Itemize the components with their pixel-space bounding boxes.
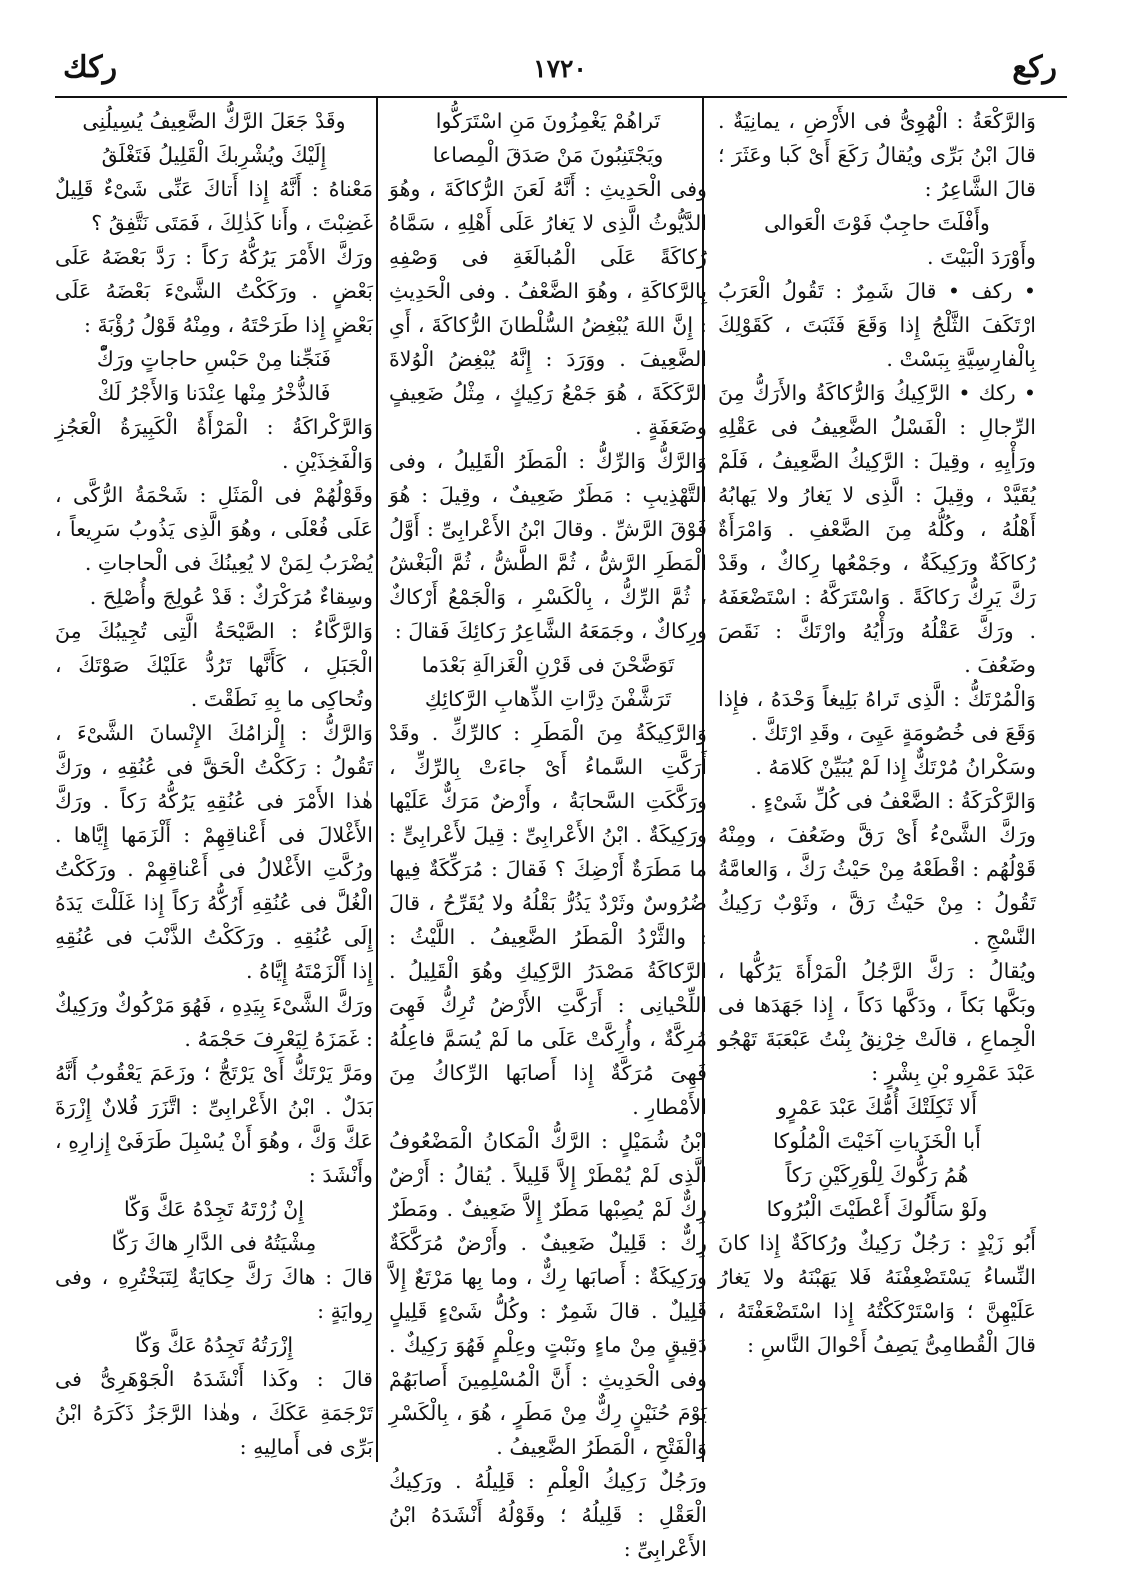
entry-paragraph: وَالرَّكُّ : إِلْزامُكَ الإِنْسانَ الشَّىْءَ ، تَقُولُ : رَكَكْتُ الْحَقَّ فى عُنُقِهِ ، ورَكَّ هٰذا الأَمْرَ فى عُنُقِهِ يَرُكُّهُ رَكاً . ورَكَّ الأَغْلالَ فى أَعْناقِهِمْ : أَلْزَمَها إِيَّاها . ورُكَّتِ الأَغْلالُ فى أَعْناقِهِمْ . ورَكَكْتُ الْغُلَّ فى عُنُقِهِ أَرُكُّهُ رَكاً إِذا غَلَلْتَ يَدَهُ إِلَى عُنُقِهِ . ورَكَكْتُ الذَّنْبَ فى عُنُقِهِ إِذا أَلْزَمْتَهُ إِيَّاهُ .: [55, 721, 373, 983]
header-rule: [55, 96, 1067, 98]
column-divider-left: [376, 97, 378, 1462]
entry-paragraph: مَعْناهُ : أَنَّهُ إِذا أَتاكَ عَنِّى شَىْءٌ قَلِيلٌ غَضِبْتَ ، وأَنا كَذٰلِكَ ، فَمَتَى نَتَّفِقُ ؟: [55, 177, 373, 235]
entry-paragraph: • ركف • قالَ شَمِرٌ : تَقُولُ الْعَرَبُ ارْتَكَفَ الثَّلْجُ إِذا وَقَعَ فَثَبَتَ ، كَقَوْلِكَ بِالْفارِسِيَّةِ بِبَسْتْ .: [718, 279, 1036, 371]
verse-line: وقَدْ جَعَلَ الرَّكُّ الضَّعِيفُ يُسِيلُنِى: [82, 109, 346, 133]
entry-paragraph: وسَكْرانُ مُرْتَكٌّ إِذا لَمْ يُبَيِّنْ كَلامَهُ .: [755, 755, 1036, 779]
entry-paragraph: وفى الْحَدِيثِ : أَنَّهُ لَعَنَ الرُّكاكَةَ ، وهُوَ الدَّيُّوثُ الَّذِى لا يَغارُ عَلَى أَهْلِهِ ، سَمَّاهُ رُكاكَةً عَلَى الْمُبالَغَةِ فى وَصْفِهِ بِالرَّكاكَةِ ، وهُوَ الضَّعْفُ . وفى الْحَدِيثِ : إِنَّ اللهَ يُبْغِضُ السُّلْطانَ الرُّكاكَةَ ، أَىِ الضَّعِيفَ . ووَرَدَ : إِنَّهُ يُبْغِضُ الْوُلاةَ الرَّكَكَةَ ، هُوَ جَمْعُ رَكِيكٍ ، مِثْلُ ضَعِيفٍ وضَعَفَةٍ .: [389, 177, 707, 439]
entry-paragraph: وَالْمُرْتَكُّ : الَّذِى تَراهُ بَلِيغاً وَحْدَهُ ، فإِذا وَقَعَ فى خُصُومَةٍ عَيِىَ ، وقَدِ ارْتَكَّ .: [718, 687, 1036, 745]
column-left: [55, 104, 373, 1464]
entry-paragraph: قالَ : هاكَ رَكَّ حِكايَةٌ لِتَبَخْتُرِهِ ، وفى رِوايَةٍ :: [55, 1265, 373, 1323]
entry-paragraph: ويُقالُ : رَكَّ الرَّجُلُ الْمَرْأَةَ يَرُكُّها ، وبَكَّها بَكاً ، ودَكَّها دَكاً ، إِذا جَهَدَها فى الْجِماعِ ، قالَتْ خِرْنِقُ بِنْتُ عَبْعَبَةَ تَهْجُو عَبْدَ عَمْرِو بْنِ بِشْرٍ :: [718, 959, 1036, 1085]
entry-paragraph: ومَرَّ يَرْتَكُّ أَىْ يَرْتَجُّ ؛ وزَعَمَ يَعْقُوبُ أَنَّهُ بَدَلٌ . ابْنُ الأَعْرابِىِّ : اتَّزَرَ فُلانٌ إِزْرَةَ عَكَّ وَكَّ ، وهُوَ أَنْ يُسْبِلَ طَرَفَىْ إِزارِهِ ، وأَنْشَدَ :: [55, 1061, 373, 1187]
verse-line: هُمُ رَكُّوكَ لِلْوَرِكَيْنِ رَكاً: [785, 1163, 969, 1187]
entry-paragraph: ورَكَّ الشَّىْءَ بِيَدِهِ ، فَهُوَ مَرْكُوكٌ ورَكِيكٌ : غَمَزَهُ لِيَعْرِفَ حَجْمَهُ .: [55, 993, 373, 1051]
entry-paragraph: أَبُو زَيْدٍ : رَجُلٌ رَكِيكٌ ورُكاكَةٌ إِذا كانَ النِّساءُ يَسْتَضْعِفْنَهُ فَلا يَهَبْنَهُ ولا يَغارُ عَلَيْهِنَّ ؛ وَاسْتَرْكَكْتُهُ إِذا اسْتَضْعَفْتَهُ ، قالَ الْقُطامِىُّ يَصِفُ أَحْوالَ النَّاسِ :: [718, 1231, 1036, 1357]
verse-line: وأَفْلَتَ حاجِبٌ فَوْتَ الْعَوالى: [764, 211, 990, 235]
verse-line: فَنَجِّنا مِنْ حَبْسِ حاجاتٍ ورَكّْ: [96, 347, 332, 371]
left-running-head: ركك: [63, 50, 118, 85]
page-header: [55, 50, 1065, 96]
verse-line: ولَوْ سَأَلُوكَ أَعْطَيْتَ الْبُرُوكا: [766, 1197, 988, 1221]
verse-line: تَرَشَّفْنَ دِرَّاتِ الذِّهابِ الرَّكائِكِ: [424, 687, 672, 711]
entry-paragraph: وسِقاءٌ مُرَكْرَكٌ : قَدْ عُولِجَ وأُصْلِحَ .: [89, 585, 373, 609]
entry-paragraph: قالَ : وكَذا أَنْشَدَهُ الْجَوْهَرِىُّ فى تَرْجَمَةِ عَكَكَ ، وهٰذا الرَّجَزُ ذَكَرَهُ ابْنُ بَرِّى فى أَمالِيهِ :: [55, 1367, 373, 1459]
entry-paragraph: وأَوْرَدَ الْبَيْتَ .: [926, 245, 1036, 269]
verse-line: فَالذُّخْرُ مِنْها عِنْدَنا وَالأَجْرُ لَكْ: [97, 381, 331, 405]
verse-line: أَبا الْخَزَياتِ آخَيْتَ الْمُلُوكا: [773, 1129, 981, 1153]
entry-paragraph: ابْنُ شُمَيْلٍ : الرَّكُّ الْمَكانُ الْمَضْعُوفُ الَّذِى لَمْ يُمْطَرْ إِلاَّ قَلِيلاً . يُقالُ : أَرْضٌ رِكٌّ لَمْ يُصِبْها مَطَرٌ إِلاَّ ضَعِيفٌ . ومَطَرٌ رِكٌّ : قَلِيلٌ ضَعِيفٌ . وأَرْضٌ مُرَكَّكَةٌ ورَكِيكَةٌ : أَصابَها رِكٌّ ، وما بِها مَرْتَعٌ إِلاَّ قَلِيلٌ . قالَ شَمِرٌ : وكُلُّ شَىْءٍ قَلِيلٍ دَقِيقٍ مِنْ ماءٍ ونَبْتٍ وعِلْمٍ فَهُوَ رَكِيكٌ . وفى الْحَدِيثِ : أَنَّ الْمُسْلِمِينَ أَصابَهُمْ يَوْمَ حُنَيْنٍ رِكٌّ مِنْ مَطَرٍ ، هُوَ ، بِالْكَسْرِ وَالْفَتْحِ ، الْمَطَرُ الضَّعِيفُ .: [389, 1129, 707, 1459]
verse-line: إِلَيْكَ ويُشْرِبكَ الْقَلِيلُ فَتَغْلَقُ: [101, 143, 327, 167]
column-middle: [389, 104, 707, 1561]
entry-paragraph: وقَوْلُهُمْ فى الْمَثَلِ : شَحْمَةُ الرُّكَّى ، عَلَى فُعْلَى ، وهُوَ الَّذِى يَذُوبُ سَرِيعاً ، يُضْرَبُ لِمَنْ لا يُعِينُكَ فى الْحاجاتِ .: [55, 483, 373, 575]
entry-paragraph: • ركك • الرَّكِيكُ وَالرُّكاكَةُ والأَرَكُّ مِنَ الرِّجالِ : الْفَسْلُ الضَّعِيفُ فى عَقْلِهِ ورَأْيِهِ ، وقِيلَ : الرَّكِيكُ الضَّعِيفُ ، فَلَمْ يُقَيَّدْ ، وقِيلَ : الَّذِى لا يَغارُ ولا يَهابُهُ أَهْلُهُ ، وكُلُّهُ مِنَ الضَّعْفِ . وَامْرَأَةٌ رُكاكَةٌ ورَكِيكَةٌ ، وجَمْعُها رِكاكٌ ، وقَدْ رَكَّ يَرِكُّ رَكاكَةً . وَاسْتَرَكَّهُ : اسْتَضْعَفَهُ . ورَكَّ عَقْلُهُ ورَأْيُهُ وارْتَكَّ : نَقَصَ وضَعُفَ .: [718, 381, 1036, 677]
entry-paragraph: ورَكَّ الشَّىْءُ أَىْ رَقَّ وضَعُفَ ، ومِنْهُ قَوْلُهُم : اقْطَعْهُ مِنْ حَيْثُ رَكَّ ، وَالعامَّةُ تَقُولُ : مِنْ حَيْثُ رَقَّ ، وثَوْبٌ رَكِيكُ النَّسْجِ .: [718, 823, 1036, 949]
verse-line: مِشْيَتُهُ فى الدَّارِ هاكَ رَكّا: [111, 1231, 317, 1255]
entry-paragraph: وَالرَّكْرَكَةُ : الضَّعْفُ فى كُلِّ شَىْءٍ .: [750, 789, 1036, 813]
page-number: ١٧٢٠: [533, 54, 587, 83]
entry-paragraph: ورَجُلٌ رَكِيكُ الْعِلْمِ : قَلِيلُهُ . ورَكِيكُ الْعَقْلِ : قَلِيلُهُ ؛ وقَوْلُهُ أَنْشَدَهُ ابْنُ الأَعْرابِىِّ :: [389, 1469, 707, 1561]
verse-line: إِزْرَتُهُ تَجِدُهُ عَكَّ وَكّا: [134, 1333, 294, 1357]
verse-line: تَراهُمْ يَغْمِزُونَ مَنِ اسْتَرَكُّوا: [435, 109, 661, 133]
verse-line: أَلا ثَكِلَتْكَ أُمُّكَ عَبْدَ عَمْرٍو: [776, 1095, 978, 1119]
verse-line: تَوَضَّحْنَ فى قَرْنِ الْغَزالَةِ بَعْدَما: [421, 653, 675, 677]
verse-line: إِنْ زُرْتَهُ تَجِدْهُ عَكَّ وَكّا: [124, 1197, 304, 1221]
entry-paragraph: وَالرَّكُّ وَالرِّكُّ : الْمَطَرُ الْقَلِيلُ ، وفى التَّهْذِيبِ : مَطَرٌ ضَعِيفٌ ، وقِيلَ : هُوَ فَوْقَ الرَّشِّ . وقالَ ابْنُ الأَعْرابِىِّ : أَوَّلُ الْمَطَرِ الرَّشُّ ، ثُمَّ الطَّشُّ ، ثُمَّ الْبَغْشُ ، ثُمَّ الرِّكُّ ، بِالْكَسْرِ ، وَالْجَمْعُ أَرْكاكٌ ورِكاكٌ ، وجَمَعَهُ الشَّاعِرُ رَكائِكَ فَقالَ :: [389, 449, 707, 643]
entry-paragraph: وَالرَّكِيكَةُ مِنَ الْمَطَرِ : كالرِّكِّ . وقَدْ أَرَكَّتِ السَّماءُ أَىْ جاءَتْ بِالرِّكِّ ، ورَكَّكَتِ السَّحابَةُ ، وأَرْضٌ مَرَكٌّ عَلَيْها ورَكِيكَةٌ . ابْنُ الأَعْرابِىِّ : قِيلَ لأَعْرابِىٍّ : ما مَطَرَةٌ أَرْضِكَ ؟ فَقالَ : مُرَكِّكَةٌ فِيها ضُرُوسٌ وثَرْدٌ يَذُرُّ بَقْلُهُ ولا يُقَرِّحُ ، قالَ : والثَّرْدُ الْمَطَرُ الضَّعِيفُ . اللَّيْثُ : الرَّكاكَةُ مَصْدَرُ الرَّكِيكِ وهُوَ الْقَلِيلُ . اللِّحْيانِى : أَرَكَّتِ الأَرْضُ تُرِكُّ فَهِىَ مُرِكَّةٌ ، وأُرِكَّتْ عَلَى ما لَمْ يُسَمَّ فاعِلُهُ فَهِىَ مُرَكَّةٌ إِذا أَصابَها الرِّكاكُ مِنَ الأَمْطارِ .: [389, 721, 707, 1119]
entry-paragraph: ورَكَّ الأَمْرَ يَرُكُّهُ رَكاً : رَدَّ بَعْضَهُ عَلَى بَعْضٍ . ورَكَكْتُ الشَّىْءَ بَعْضَهُ عَلَى بَعْضٍ إِذا طَرَحْتَهُ ، ومِنْهُ قَوْلُ رُؤْبَةَ :: [55, 245, 373, 337]
entry-paragraph: وَالرَّكَّاءُ : الصَّيْحَةُ الَّتِى تُجِيبُكَ مِنَ الْجَبَلِ ، كَأَنَّها تَرُدُّ عَلَيْكَ صَوْتَكَ ، وتُحاكِى ما بِهِ نَطَقْتَ .: [55, 619, 373, 711]
entry-paragraph: وَالرَّكْعَةُ : الْهُوِىُّ فى الأَرْضِ ، يمانِيَةٌ . قالَ ابْنُ بَرِّى ويُقالُ رَكَعَ أَىْ كَبا وعَثَرَ ؛ قالَ الشَّاعِرُ :: [718, 109, 1036, 201]
column-right: [718, 104, 1036, 1464]
right-running-head: ركع: [1012, 50, 1057, 85]
entry-paragraph: وَالرَّكْراكَةُ : الْمَرْأَةُ الْكَبِيرَةُ الْعَجُزِ وَالْفَخِذَيْنِ .: [55, 415, 373, 473]
verse-line: ويَجْتَنِبُونَ مَنْ صَدَقَ الْمِصاعا: [432, 143, 664, 167]
